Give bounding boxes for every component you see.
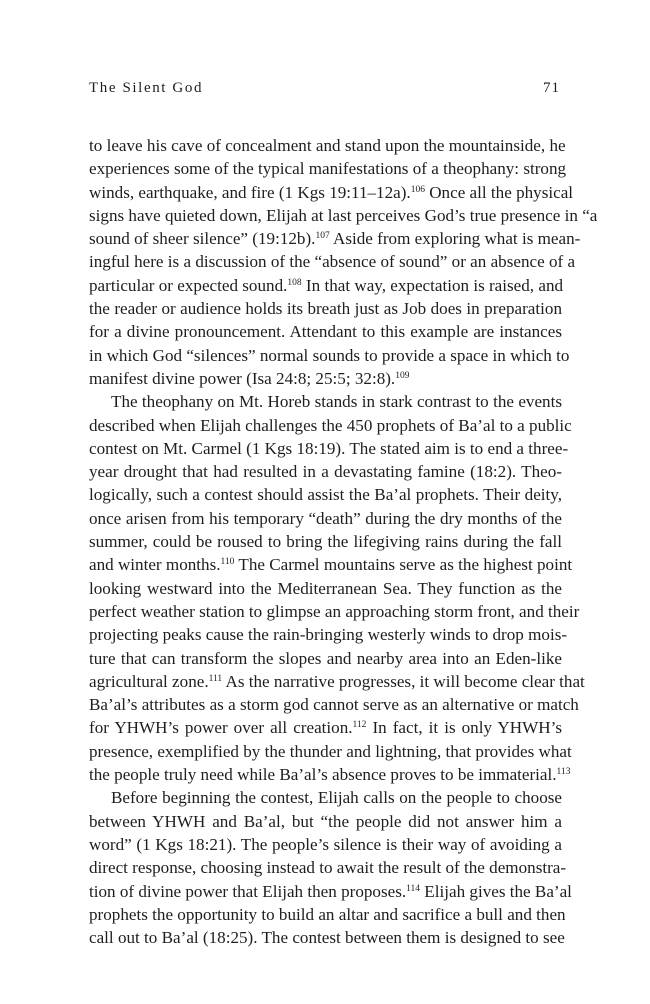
text-segment: Elijah gives the Ba’al — [420, 881, 572, 901]
footnote-ref: 106 — [410, 184, 425, 195]
page-number: 71 — [543, 80, 560, 96]
text-line — [89, 740, 572, 763]
text-segment: perfect weather station to glimpse an approaching storm front, and their — [89, 601, 580, 621]
text-segment: described when Elijah challenges the 450 prophets of Ba’al to a public — [89, 415, 572, 435]
footnote-ref: 113 — [556, 767, 571, 778]
text-segment: call out to Ba’al (18:25). The contest between them is designed to see — [89, 928, 565, 948]
text-line — [89, 600, 580, 623]
text-line — [89, 647, 562, 670]
footnote-ref: 110 — [220, 557, 235, 568]
text-segment: looking westward into the Mediterranean Sea. They function as the — [89, 578, 562, 598]
text-line — [89, 460, 562, 483]
text-line — [89, 507, 562, 530]
text-segment: In fact, it is only YHWH’s — [366, 718, 562, 738]
text-line — [89, 670, 585, 693]
text-line — [89, 390, 562, 413]
footnote-ref: 109 — [395, 370, 410, 381]
text-segment: Before beginning the contest, Elijah calls on the people to choose — [111, 788, 562, 808]
text-segment: once arisen from his temporary “death” during the dry months of the — [89, 508, 562, 528]
text-line — [89, 297, 562, 320]
text-line — [89, 810, 562, 833]
footnote-ref: 114 — [406, 883, 421, 894]
body-text — [89, 134, 598, 949]
text-line — [89, 693, 579, 716]
text-segment: signs have quieted down, Elijah at last perceives God’s true presence in “a — [89, 205, 598, 225]
text-line — [89, 157, 567, 180]
text-segment: year drought that had resulted in a devastating famine (18:2). Theo- — [89, 462, 562, 482]
footnote-ref: 107 — [315, 231, 330, 242]
text-line — [89, 903, 566, 926]
text-segment: between YHWH and Ba’al, but “the people did not answer him a — [89, 811, 562, 831]
text-line — [89, 227, 581, 250]
text-segment: agricultural zone. — [89, 671, 209, 691]
text-segment: sound of sheer silence” (19:12b). — [89, 229, 316, 249]
text-line — [89, 204, 598, 227]
text-line — [89, 274, 562, 297]
text-line — [89, 181, 574, 204]
text-segment: to leave his cave of concealment and stand upon the mountainside, he — [89, 136, 566, 155]
text-line — [89, 880, 572, 903]
text-segment: presence, exemplified by the thunder and lightning, that provides what — [89, 741, 572, 761]
text-segment: for a divine pronouncement. Attendant to this example are instances — [89, 322, 562, 342]
text-segment: contest on Mt. Carmel (1 Kgs 18:19). The stated aim is to end a three- — [89, 438, 569, 458]
text-segment: logically, such a contest should assist the Ba’al prophets. Their deity, — [89, 485, 562, 505]
text-segment: Aside from exploring what is mean- — [329, 229, 581, 249]
text-segment: experiences some of the typical manifestations of a theophany: strong — [89, 159, 567, 179]
text-segment: tion of divine power that Elijah then proposes. — [89, 881, 407, 901]
text-line — [89, 553, 573, 576]
text-line — [89, 250, 576, 273]
text-segment: Once all the physical — [424, 182, 574, 202]
text-segment: the people truly need while Ba’al’s absence proves to be immaterial. — [89, 765, 557, 785]
running-head — [89, 77, 562, 99]
text-line — [89, 623, 568, 646]
text-segment: prophets the opportunity to build an altar and sacrifice a bull and then — [89, 904, 566, 924]
text-line — [89, 577, 562, 600]
footnote-ref: 108 — [287, 277, 302, 288]
text-segment: ingful here is a discussion of the “absence of sound” or an absence of a — [89, 252, 576, 272]
text-segment: The Carmel mountains serve as the highest point — [234, 555, 573, 575]
text-segment: winds, earthquake, and fire (1 Kgs 19:11–12a). — [89, 182, 411, 202]
footnote-ref: 112 — [352, 720, 367, 731]
text-line — [89, 134, 566, 157]
text-segment: projecting peaks cause the rain-bringing westerly winds to drop mois- — [89, 625, 568, 645]
text-segment: and winter months. — [89, 555, 221, 575]
text-segment: word” (1 Kgs 18:21). The people’s silence is their way of avoiding a — [89, 834, 562, 854]
text-line — [89, 926, 565, 949]
text-line — [89, 320, 562, 343]
text-line — [89, 763, 571, 786]
text-segment: As the narrative progresses, it will become clear that — [222, 671, 585, 691]
text-line — [89, 483, 562, 506]
text-segment: Ba’al’s attributes as a storm god cannot serve as an alternative or match — [89, 695, 579, 715]
text-line — [89, 786, 562, 809]
text-segment: the reader or audience holds its breath just as Job does in preparation — [89, 299, 562, 319]
text-line — [89, 344, 570, 367]
text-segment: summer, could be roused to bring the lifegiving rains during the fall — [89, 532, 562, 552]
text-segment: manifest divine power (Isa 24:8; 25:5; 32:8). — [89, 368, 396, 388]
text-line — [89, 716, 562, 739]
text-segment: ture that can transform the slopes and nearby area into an Eden-like — [89, 648, 562, 668]
text-segment: in which God “silences” normal sounds to provide a space in which to — [89, 345, 570, 365]
text-segment: particular or expected sound. — [89, 275, 288, 295]
text-line — [89, 530, 562, 553]
text-segment: The theophany on Mt. Horeb stands in stark contrast to the events — [111, 392, 562, 412]
text-segment: for YHWH’s power over all creation. — [89, 718, 353, 738]
footnote-ref: 111 — [208, 673, 223, 684]
text-line — [89, 856, 567, 879]
text-segment: direct response, choosing instead to await the result of the demonstra- — [89, 858, 567, 878]
running-title: The Silent God — [89, 80, 204, 96]
text-line — [89, 367, 562, 390]
text-segment: In that way, expectation is raised, and — [301, 275, 564, 295]
text-line — [89, 833, 562, 856]
text-line — [89, 414, 572, 437]
text-line — [89, 437, 569, 460]
